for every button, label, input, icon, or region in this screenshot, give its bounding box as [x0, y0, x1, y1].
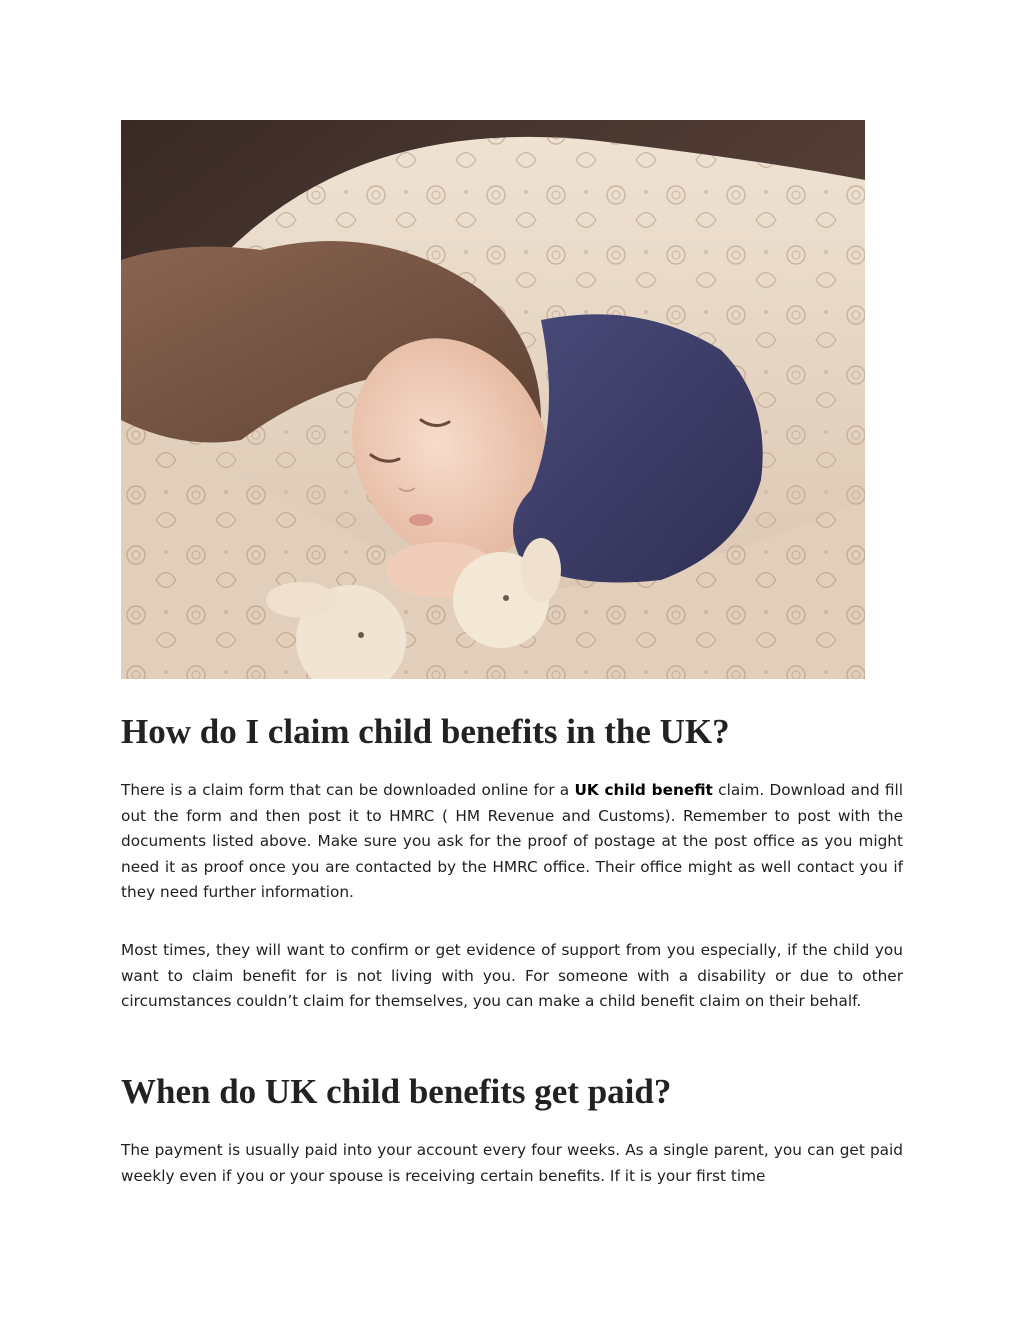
paragraph-evidence-of-support: Most times, they will want to confirm or get evidence of support from you especially, if the child you want to claim benefit for is not living with you. For someone with a disability or due to other circumstances couldn’t claim for themselves, you can make a child benefit claim on their behalf. — [121, 941, 903, 1010]
paragraph-claim-form-text-start: There is a claim form that can be downloaded online for a — [121, 781, 575, 799]
paragraph-claim-form-text-end: claim. Download and fill out the form and then post it to HMRC ( HM Revenue and Customs). Remember to post with the documents listed above. Make sure you ask for the proof of postage at the post office as you might need it as proof once you are contacted by the HMRC office. Their office might as well contact you if they need further information. — [121, 781, 903, 901]
paragraph-claim-form — [121, 778, 903, 906]
photo-illustration — [121, 120, 865, 679]
uk-child-benefit-bold-text: UK child benefit — [574, 781, 713, 799]
heading-when-paid: When do UK child benefits get paid? — [121, 1072, 672, 1111]
heading-claim-child-benefits: How do I claim child benefits in the UK? — [121, 712, 730, 751]
sleeping-child-photo — [121, 120, 865, 679]
paragraph-payment-schedule: The payment is usually paid into your account every four weeks. As a single parent, you can get paid weekly even if you or your spouse is receiving certain benefits. If it is your first time — [121, 1141, 903, 1185]
